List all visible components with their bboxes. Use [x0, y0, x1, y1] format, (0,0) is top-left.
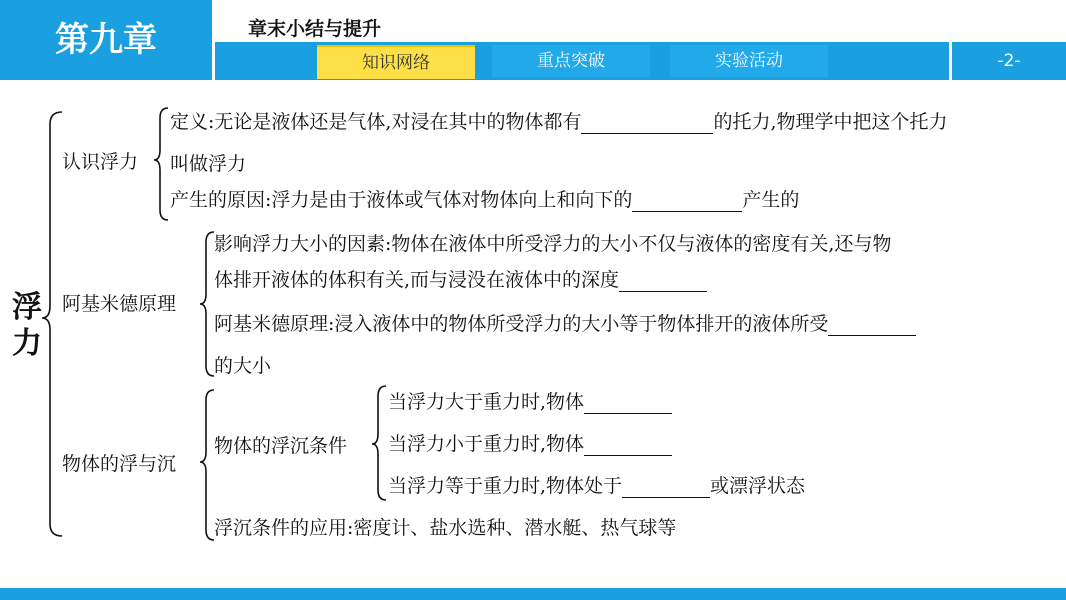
blank-1[interactable] [581, 113, 713, 134]
blank-7[interactable] [622, 477, 710, 498]
section-title: 章末小结与提升 [248, 18, 382, 40]
cause-text-2: 产生的 [742, 189, 800, 211]
factor-text: 体排开液体的体积有关,而与浸没在液体中的深度 [214, 269, 620, 291]
definition-line [170, 110, 948, 134]
branch-renshi: 认识浮力 [62, 151, 139, 173]
tab-knowledge-network[interactable]: 知识网络 [317, 45, 475, 79]
application-line: 浮沉条件的应用:密度计、盐水选种、潜水艇、热气球等 [214, 517, 677, 539]
principle-line-1 [214, 312, 916, 336]
root-topic: 浮力 [12, 290, 42, 361]
page-number: -2- [997, 51, 1021, 71]
brace-conditions [372, 386, 386, 500]
condition-3 [388, 474, 805, 498]
chapter-title: 第九章 [55, 20, 157, 60]
tab-experiments[interactable]: 实验活动 [670, 45, 828, 77]
brace-renshi [154, 108, 168, 220]
footer-bar [0, 588, 1066, 600]
conditions-label: 物体的浮沉条件 [214, 435, 348, 457]
cause-text: 产生的原因:浮力是由于液体或气体对物体向上和向下的 [170, 189, 633, 211]
definition-text: 定义:无论是液体还是气体,对浸在其中的物体都有 [170, 111, 582, 133]
brace-archimedes [200, 232, 214, 376]
condition-1-text: 当浮力大于重力时,物体 [388, 391, 585, 413]
branch-floating: 物体的浮与沉 [62, 453, 177, 475]
definition-text-2: 的托力,物理学中把这个托力 [713, 111, 948, 133]
principle-line-2: 的大小 [214, 355, 272, 377]
blank-2[interactable] [632, 191, 742, 212]
condition-3-text-2: 或漂浮状态 [710, 475, 806, 497]
blank-6[interactable] [584, 435, 672, 456]
factor-line-2 [214, 268, 707, 292]
tab-key-points[interactable]: 重点突破 [492, 45, 650, 77]
condition-1 [388, 390, 672, 414]
factor-line-1: 影响浮力大小的因素:物体在液体中所受浮力的大小不仅与液体的密度有关,还与物 [214, 233, 892, 255]
brace-root [42, 112, 62, 536]
principle-text: 阿基米德原理:浸入液体中的物体所受浮力的大小等于物体排开的液体所受 [214, 313, 829, 335]
blank-3[interactable] [619, 271, 707, 292]
blank-4[interactable] [828, 315, 916, 336]
brace-floating [200, 390, 214, 540]
branch-archimedes: 阿基米德原理 [62, 293, 177, 315]
definition-cont: 叫做浮力 [170, 153, 247, 175]
cause-line [170, 188, 799, 212]
condition-2-text: 当浮力小于重力时,物体 [388, 433, 585, 455]
condition-2 [388, 432, 672, 456]
blank-5[interactable] [584, 393, 672, 414]
condition-3-text: 当浮力等于重力时,物体处于 [388, 475, 623, 497]
